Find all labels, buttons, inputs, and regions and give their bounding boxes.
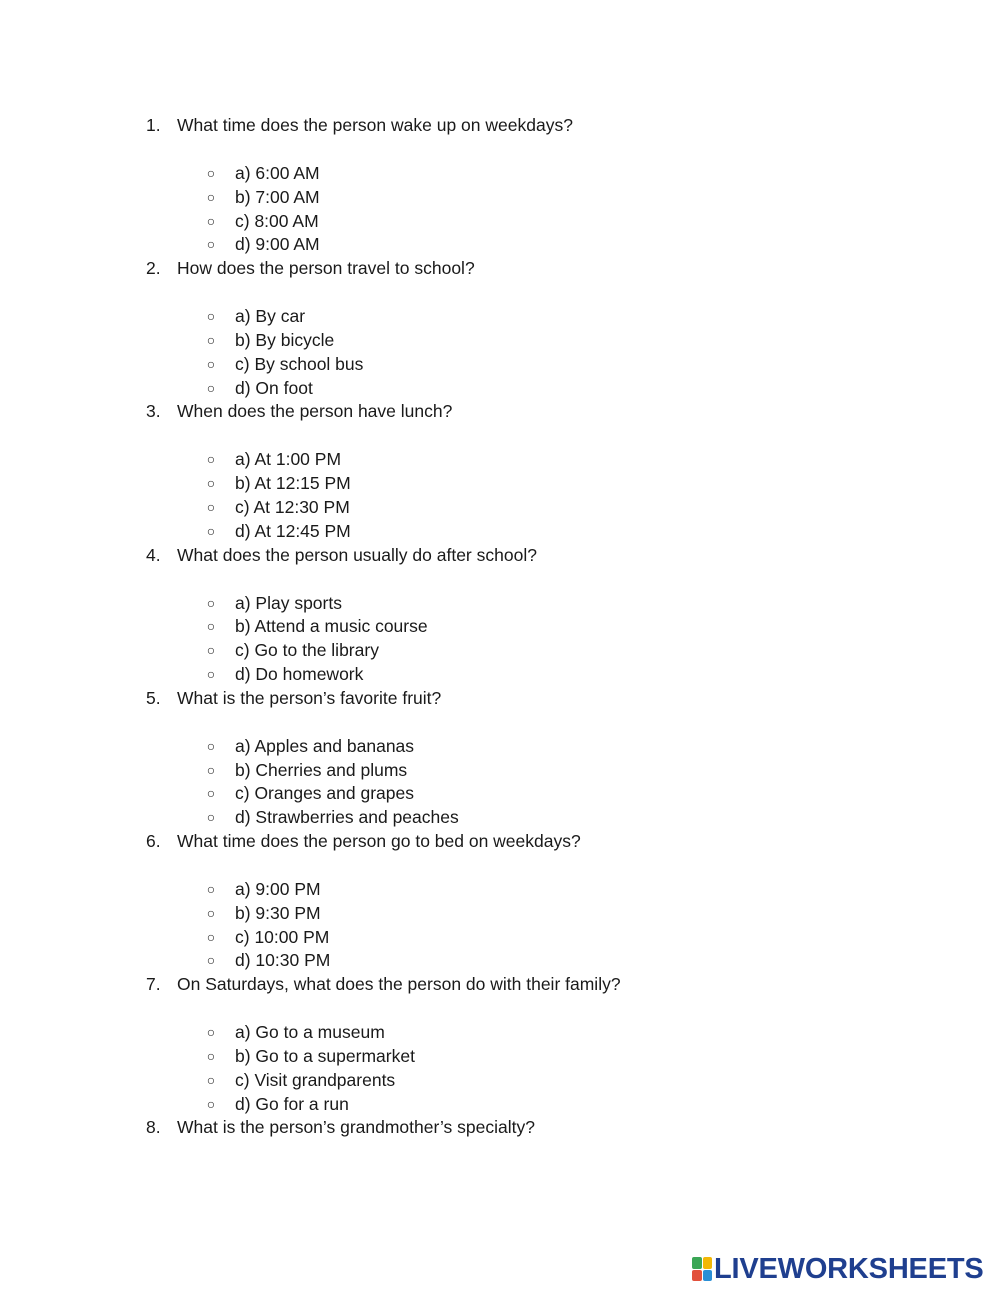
question-number: 5. — [146, 687, 161, 708]
logo-text: LIVEWORKSHEETS — [714, 1253, 984, 1285]
circle-bullet-icon: ○ — [206, 594, 216, 611]
answer-option-text: d) Go for a run — [235, 1093, 349, 1114]
answer-option — [0, 495, 1000, 519]
answer-option — [0, 925, 1000, 949]
circle-bullet-icon: ○ — [206, 880, 216, 897]
answer-options — [0, 447, 1000, 542]
question-number: 2. — [146, 258, 161, 279]
answer-option-text: d) Do homework — [235, 663, 364, 684]
answer-option — [0, 948, 1000, 972]
answer-option — [0, 877, 1000, 901]
circle-bullet-icon: ○ — [206, 1095, 216, 1112]
answer-option-text: a) 6:00 AM — [235, 163, 320, 183]
question-text: What is the person’s grandmother’s specialty? — [177, 1117, 535, 1138]
answer-options — [0, 1020, 1000, 1115]
answer-option-text: b) Go to a supermarket — [235, 1045, 415, 1066]
answer-options — [0, 734, 1000, 829]
answer-option — [0, 591, 1000, 615]
answer-option-text: c) By school bus — [235, 353, 364, 374]
question-2 — [0, 256, 1000, 399]
circle-bullet-icon: ○ — [206, 618, 216, 635]
circle-bullet-icon: ○ — [206, 451, 216, 468]
question-number: 4. — [146, 544, 161, 565]
answer-option — [0, 614, 1000, 638]
answer-option — [0, 209, 1000, 233]
answer-option-text: a) Go to a museum — [235, 1022, 385, 1043]
circle-bullet-icon: ○ — [206, 331, 216, 348]
answer-option — [0, 1044, 1000, 1068]
answer-option-text: c) Visit grandparents — [235, 1069, 396, 1090]
answer-option — [0, 328, 1000, 352]
circle-bullet-icon: ○ — [206, 761, 216, 778]
answer-option — [0, 734, 1000, 758]
circle-bullet-icon: ○ — [206, 475, 216, 492]
question-text: What time does the person go to bed on weekdays? — [177, 830, 581, 851]
answer-option — [0, 519, 1000, 543]
liveworksheets-logo-icon — [692, 1257, 712, 1281]
question-8 — [0, 1115, 1000, 1139]
question-line — [0, 543, 1000, 567]
question-number: 7. — [146, 974, 161, 995]
question-text: What does the person usually do after school? — [177, 544, 537, 565]
worksheet — [0, 113, 1000, 1139]
answer-option — [0, 1020, 1000, 1044]
circle-bullet-icon: ○ — [206, 642, 216, 659]
answer-option-text: a) 9:00 PM — [235, 878, 321, 899]
question-7 — [0, 972, 1000, 1115]
question-4 — [0, 543, 1000, 686]
answer-option-text: a) Apples and bananas — [235, 735, 415, 756]
answer-option-text: d) On foot — [235, 377, 313, 398]
answer-option-text: a) At 1:00 PM — [235, 449, 342, 470]
answer-option-text: b) 9:30 PM — [235, 902, 321, 923]
question-1 — [0, 113, 1000, 256]
answer-option — [0, 1092, 1000, 1116]
question-line — [0, 686, 1000, 710]
answer-options — [0, 161, 1000, 256]
question-line — [0, 972, 1000, 996]
answer-option-text: d) 10:30 PM — [235, 950, 331, 971]
question-line — [0, 113, 1000, 137]
question-text: What is the person’s favorite fruit? — [177, 687, 442, 708]
logo-tile — [692, 1270, 702, 1282]
answer-option-text: c) 8:00 AM — [235, 210, 319, 231]
question-5 — [0, 686, 1000, 829]
circle-bullet-icon: ○ — [206, 1024, 216, 1041]
question-3 — [0, 399, 1000, 542]
circle-bullet-icon: ○ — [206, 928, 216, 945]
circle-bullet-icon: ○ — [206, 665, 216, 682]
answer-option — [0, 758, 1000, 782]
circle-bullet-icon: ○ — [206, 165, 216, 181]
circle-bullet-icon: ○ — [206, 188, 216, 205]
circle-bullet-icon: ○ — [206, 355, 216, 372]
answer-option — [0, 352, 1000, 376]
answer-option-text: d) 9:00 AM — [235, 234, 320, 255]
answer-option-text: c) Go to the library — [235, 640, 379, 661]
circle-bullet-icon: ○ — [206, 952, 216, 969]
question-6 — [0, 829, 1000, 972]
answer-option-text: b) At 12:15 PM — [235, 473, 351, 494]
answer-option — [0, 232, 1000, 256]
answer-option-text: d) Strawberries and peaches — [235, 807, 459, 828]
circle-bullet-icon: ○ — [206, 737, 216, 754]
question-line — [0, 829, 1000, 853]
question-line — [0, 256, 1000, 280]
answer-option — [0, 161, 1000, 185]
answer-option-text: c) Oranges and grapes — [235, 783, 414, 804]
answer-option-text: b) By bicycle — [235, 329, 335, 350]
question-text: How does the person travel to school? — [177, 258, 475, 279]
answer-option-text: b) Cherries and plums — [235, 759, 408, 780]
answer-option — [0, 304, 1000, 328]
question-line — [0, 1115, 1000, 1139]
answer-option-text: c) At 12:30 PM — [235, 496, 350, 517]
circle-bullet-icon: ○ — [206, 809, 216, 826]
logo-tile — [703, 1257, 713, 1269]
answer-option — [0, 1068, 1000, 1092]
question-text: On Saturdays, what does the person do with their family? — [177, 974, 621, 995]
circle-bullet-icon: ○ — [206, 212, 216, 229]
question-line — [0, 399, 1000, 423]
circle-bullet-icon: ○ — [206, 1047, 216, 1064]
circle-bullet-icon: ○ — [206, 236, 216, 253]
logo-tile — [692, 1257, 702, 1269]
circle-bullet-icon: ○ — [206, 904, 216, 921]
answer-option — [0, 185, 1000, 209]
question-number: 8. — [146, 1117, 161, 1138]
question-number: 1. — [146, 115, 161, 135]
answer-option-text: b) 7:00 AM — [235, 186, 320, 207]
answer-options — [0, 877, 1000, 972]
answer-option — [0, 638, 1000, 662]
logo-tile — [703, 1270, 713, 1282]
circle-bullet-icon: ○ — [206, 1071, 216, 1088]
circle-bullet-icon: ○ — [206, 308, 216, 325]
answer-option — [0, 447, 1000, 471]
question-number: 3. — [146, 401, 161, 422]
answer-option-text: a) By car — [235, 306, 306, 327]
answer-option — [0, 805, 1000, 829]
circle-bullet-icon: ○ — [206, 379, 216, 396]
answer-option-text: b) Attend a music course — [235, 616, 428, 637]
answer-options — [0, 304, 1000, 399]
answer-option — [0, 901, 1000, 925]
answer-option-text: a) Play sports — [235, 592, 342, 613]
question-text: What time does the person wake up on weekdays? — [177, 115, 573, 135]
liveworksheets-branding — [692, 1252, 984, 1286]
answer-option-text: c) 10:00 PM — [235, 926, 330, 947]
circle-bullet-icon: ○ — [206, 522, 216, 539]
question-number: 6. — [146, 830, 161, 851]
circle-bullet-icon: ○ — [206, 785, 216, 802]
answer-options — [0, 591, 1000, 686]
answer-option — [0, 376, 1000, 400]
circle-bullet-icon: ○ — [206, 498, 216, 515]
answer-option — [0, 781, 1000, 805]
answer-option — [0, 471, 1000, 495]
answer-option-text: d) At 12:45 PM — [235, 520, 351, 541]
answer-option — [0, 662, 1000, 686]
question-text: When does the person have lunch? — [177, 401, 453, 422]
